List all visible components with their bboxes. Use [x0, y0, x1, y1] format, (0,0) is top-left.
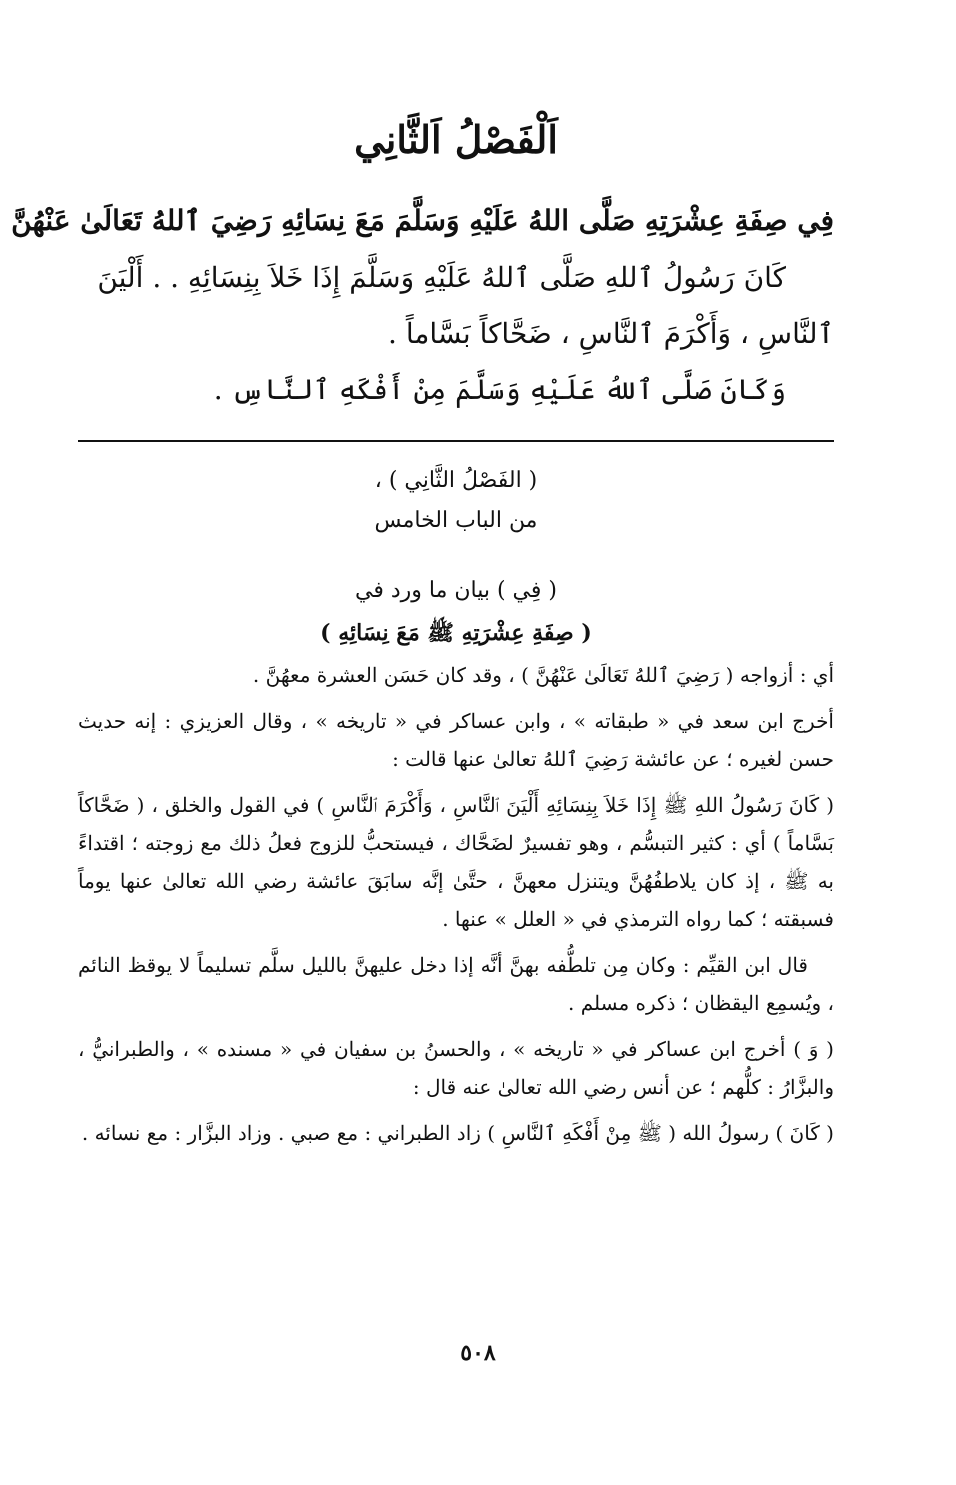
matn-line-3 — [78, 362, 834, 418]
chapter-subtitle: فِي صِفَةِ عِشْرَتِهِ صَلَّى اللهُ عَلَيْهِ وَسَلَّمَ مَعَ نِسَائِهِ رَضِيَ ٱللهُ تَعَالَىٰ عَنْهُنَّ — [11, 204, 834, 237]
commentary-paragraph-6: ( كَانَ ) رسولُ الله ( ﷺ مِنْ أَفْكَهِ ٱلنَّاسِ ) زاد الطبراني : مع صبي . وزاد البزَّار : مع نسائه . — [81, 1121, 834, 1145]
matn-line-2: ٱلنَّاسِ ، وَأَكْرَمَ ٱلنَّاسِ ، ضَحَّاكاً بَسَّاماً . — [388, 317, 834, 350]
matn-line-1 — [78, 250, 834, 306]
book-page — [11, 110, 835, 1152]
commentary-paragraph-4 — [78, 946, 834, 1022]
commentary-paragraph-1: أي : أزواجه ( رَضِيَ ٱللهُ تَعَالَىٰ عَنْهُنَّ ) ، وقد كان حَسَن العشرة معهُنَّ . — [252, 663, 834, 687]
commentary-body — [78, 656, 834, 1152]
divider-line — [78, 440, 834, 442]
commentary-heading-topic-2: ( صِفَةِ عِشْرَتِهِ ﷺ مَعَ نِسَائِهِ ) — [320, 620, 592, 646]
matn-text — [78, 250, 834, 418]
matn-line-3-text: وَكَانَ صَلَّى ٱللهُ عَلَيْهِ وَسَلَّمَ مِنْ أَفْكَهِ ٱلنَّاسِ . — [213, 373, 786, 406]
commentary-paragraph-5: ( وَ ) أخرج ابن عساكر في « تاريخه » ، والحسنُ بن سفيان في « مسنده » ، والطبرانيُّ ، والبزَّارُ : كلُّهم ؛ عن أنس رضي الله تعالىٰ عنه قال : — [78, 1037, 834, 1099]
commentary-paragraph-3: ( كَانَ رَسُولُ اللهِ ﷺ إِذَا خَلاَ بِنِسَائِهِ أَلْيَنَ ٱلنَّاسِ ، وَأَكْرَمَ ٱلنَّاسِ ) في القول والخلق ، ( ضَحَّاكاً بَسَّاماً ) أي : كثير التبسُّم ، وهو تفسيرٌ لضَحَّاك ، فيستحبُّ للزوج فعلُ ذلك مع زوجته ؛ اقتداءً به ﷺ ، إذ كان يلاطفُهُنَّ ويتنزل معهنَّ ، حتَّىٰ إنَّه سابَقَ عائشة رضي الله تعالىٰ عنها يوماً فسبقته ؛ كما رواه الترمذي في « العلل » عنها . — [78, 793, 835, 931]
chapter-title: اَلْفَصْلُ اَلثَّانِي — [354, 117, 558, 162]
commentary-heading-title: ( الفَصْلُ الثَّانِي ) ، — [374, 468, 538, 493]
commentary-paragraph-2: أخرج ابن سعد في « طبقاته » ، وابن عساكر في « تاريخه » ، وقال العزيزي : إنه حديث حسن لغيره ؛ عن عائشة رَضِيَ ٱللهُ تعالىٰ عنها قالت : — [78, 709, 834, 771]
commentary-heading-chapter: من الباب الخامس — [374, 508, 538, 533]
page-number: ٥٠٨ — [460, 1340, 496, 1366]
commentary-paragraph-4-text: قال ابن القيِّم : وكان مِن تلطُّفه بهنَّ أنَّه إذا دخل عليهنَّ بالليل سلَّم تسليماً لا يوقظ النائم ، ويُسمِع اليقظان ؛ ذكره مسلم . — [78, 953, 834, 1015]
commentary-heading — [78, 464, 834, 650]
commentary-heading-topic: ( فِي ) بيان ما ورد في — [355, 578, 557, 603]
matn-line-1-text: كَانَ رَسُولُ ٱللهِ صَلَّى ٱللهُ عَلَيْهِ وَسَلَّمَ إِذَا خَلاَ بِنِسَائِهِ . . أَلْيَنَ — [97, 261, 786, 294]
